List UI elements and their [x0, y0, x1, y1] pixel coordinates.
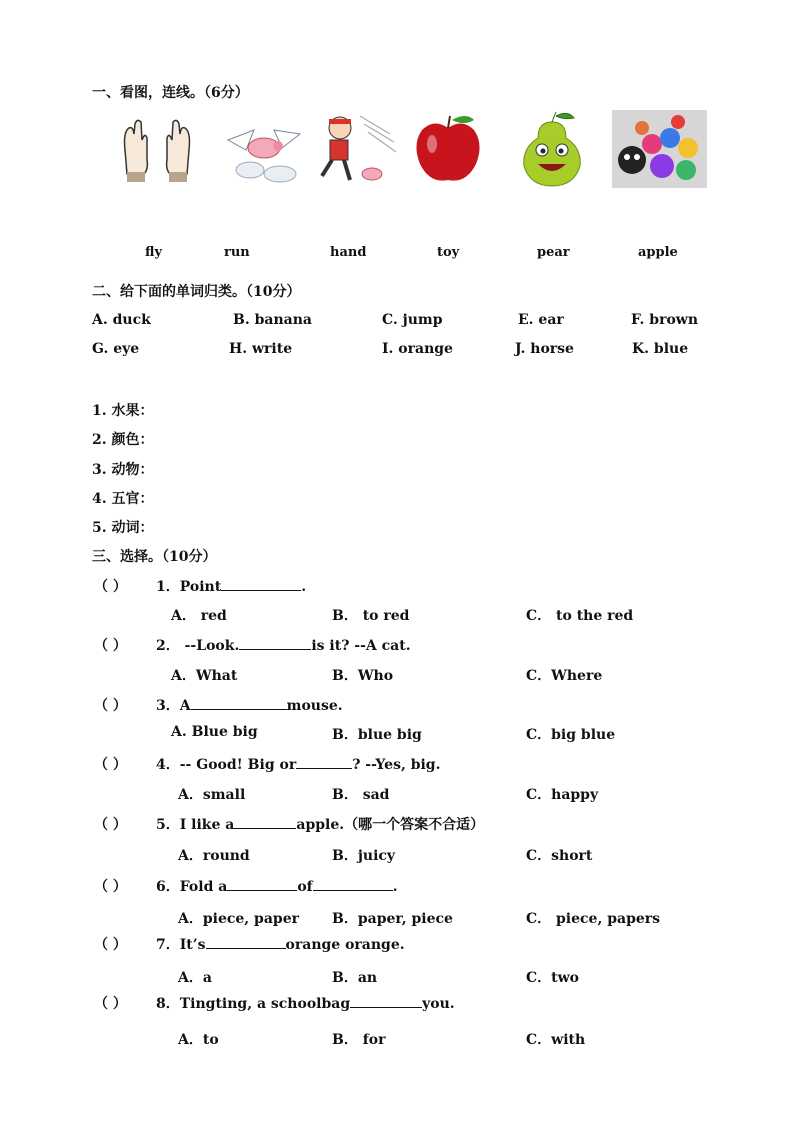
- question-text: ? --Yes, big.: [352, 757, 441, 773]
- option-c: C．big blue: [526, 727, 616, 743]
- option-c: C．short: [526, 848, 593, 864]
- word-option: B. banana: [233, 312, 312, 328]
- question-number: 8．: [156, 996, 180, 1012]
- hands-picture: [113, 110, 201, 188]
- answer-paren: （ ）: [94, 879, 127, 895]
- category-label: 3. 动物：: [92, 462, 154, 478]
- section1-title: 一、看图，连线。（6分）: [92, 85, 249, 101]
- answer-blank[interactable]: [227, 878, 297, 891]
- option-c: C． to the red: [526, 608, 634, 624]
- word-option: F. brown: [631, 312, 699, 328]
- question-7: [156, 934, 405, 954]
- answer-blank[interactable]: [221, 578, 301, 591]
- question-4: [156, 754, 440, 774]
- option-a: A．to: [178, 1032, 219, 1048]
- option-a: A. Blue big: [171, 724, 258, 740]
- option-b: B． to red: [332, 608, 410, 624]
- question-number: 5．: [156, 817, 180, 833]
- apple-picture: [404, 110, 492, 188]
- option-b: B．juicy: [332, 848, 396, 864]
- answer-paren: （ ）: [94, 698, 127, 714]
- answer-blank[interactable]: [296, 756, 352, 769]
- question-text: I like a: [179, 817, 235, 833]
- word-option: H. write: [229, 341, 293, 357]
- section3-title: 三、选择。（10分）: [92, 549, 217, 565]
- option-c: C．Where: [526, 668, 603, 684]
- category-label: 5. 动词：: [92, 520, 154, 536]
- category-label: 2. 颜色：: [92, 432, 154, 448]
- word-option: G. eye: [92, 341, 140, 357]
- word-option: J. horse: [515, 341, 574, 357]
- option-c: C．with: [526, 1032, 586, 1048]
- option-b: B．paper, piece: [332, 911, 453, 927]
- option-a: A． red: [171, 608, 227, 624]
- question-number: 7．: [156, 937, 180, 953]
- question-3: [156, 695, 343, 715]
- option-b: B．an: [332, 970, 378, 986]
- match-word: run: [224, 245, 250, 260]
- question-text: orange orange.: [285, 937, 405, 953]
- option-b: B．Who: [332, 668, 394, 684]
- option-b: B． for: [332, 1032, 386, 1048]
- answer-paren: （ ）: [94, 937, 127, 953]
- question-text: Fold a: [179, 879, 228, 895]
- option-a: A．What: [171, 668, 238, 684]
- question-text: is it? --A cat.: [311, 638, 411, 654]
- answer-blank[interactable]: [239, 637, 311, 650]
- match-word: apple: [638, 245, 678, 260]
- option-a: A．piece, paper: [178, 911, 299, 927]
- question-text: apple.（哪一个答案不合适）: [296, 817, 485, 833]
- word-option: K. blue: [632, 341, 689, 357]
- word-option: A. duck: [92, 312, 151, 328]
- question-text: of: [297, 879, 313, 895]
- category-label: 1. 水果：: [92, 403, 154, 419]
- question-text: Point: [179, 579, 222, 595]
- question-number: 3．: [156, 698, 180, 714]
- answer-blank[interactable]: [191, 697, 287, 710]
- question-text: --Look.: [179, 638, 240, 654]
- question-5: [156, 814, 484, 834]
- question-number: 1．: [156, 579, 180, 595]
- answer-paren: （ ）: [94, 996, 127, 1012]
- answer-blank[interactable]: [206, 936, 286, 949]
- answer-paren: （ ）: [94, 817, 127, 833]
- question-text: A: [179, 698, 191, 714]
- answer-paren: （ ）: [94, 579, 127, 595]
- toys-picture: [612, 110, 707, 188]
- question-number: 2．: [156, 638, 180, 654]
- answer-blank[interactable]: [313, 878, 393, 891]
- pear-picture: [508, 110, 596, 188]
- question-text: .: [392, 879, 398, 895]
- option-a: A．small: [178, 787, 246, 803]
- question-1: [156, 576, 306, 596]
- question-6: [156, 876, 398, 896]
- option-b: B．blue big: [332, 727, 422, 743]
- option-c: C．two: [526, 970, 579, 986]
- category-label: 4. 五官：: [92, 491, 154, 507]
- question-text: .: [301, 579, 307, 595]
- word-option: E. ear: [518, 312, 564, 328]
- answer-blank[interactable]: [234, 816, 296, 829]
- option-c: C． piece, papers: [526, 911, 661, 927]
- question-number: 6．: [156, 879, 180, 895]
- question-text: It’s: [179, 937, 206, 953]
- option-a: A．round: [178, 848, 250, 864]
- running-boy-picture: [310, 110, 398, 188]
- option-a: A．a: [178, 970, 212, 986]
- question-8: [156, 993, 455, 1013]
- word-option: C. jump: [382, 312, 443, 328]
- question-number: 4．: [156, 757, 180, 773]
- question-text: you.: [422, 996, 455, 1012]
- match-word: fly: [145, 245, 163, 260]
- match-word: toy: [437, 245, 460, 260]
- option-c: C．happy: [526, 787, 599, 803]
- section2-title: 二、给下面的单词归类。（10分）: [92, 284, 301, 300]
- answer-paren: （ ）: [94, 638, 127, 654]
- answer-blank[interactable]: [350, 995, 422, 1008]
- question-text: -- Good! Big or: [179, 757, 297, 773]
- match-word: pear: [537, 245, 570, 260]
- word-option: I. orange: [382, 341, 453, 357]
- answer-paren: （ ）: [94, 757, 127, 773]
- question-text: Tingting, a schoolbag: [179, 996, 351, 1012]
- question-2: [156, 635, 411, 655]
- flying-pig-picture: [220, 110, 308, 188]
- option-b: B． sad: [332, 787, 390, 803]
- match-word: hand: [330, 245, 367, 260]
- question-text: mouse.: [286, 698, 343, 714]
